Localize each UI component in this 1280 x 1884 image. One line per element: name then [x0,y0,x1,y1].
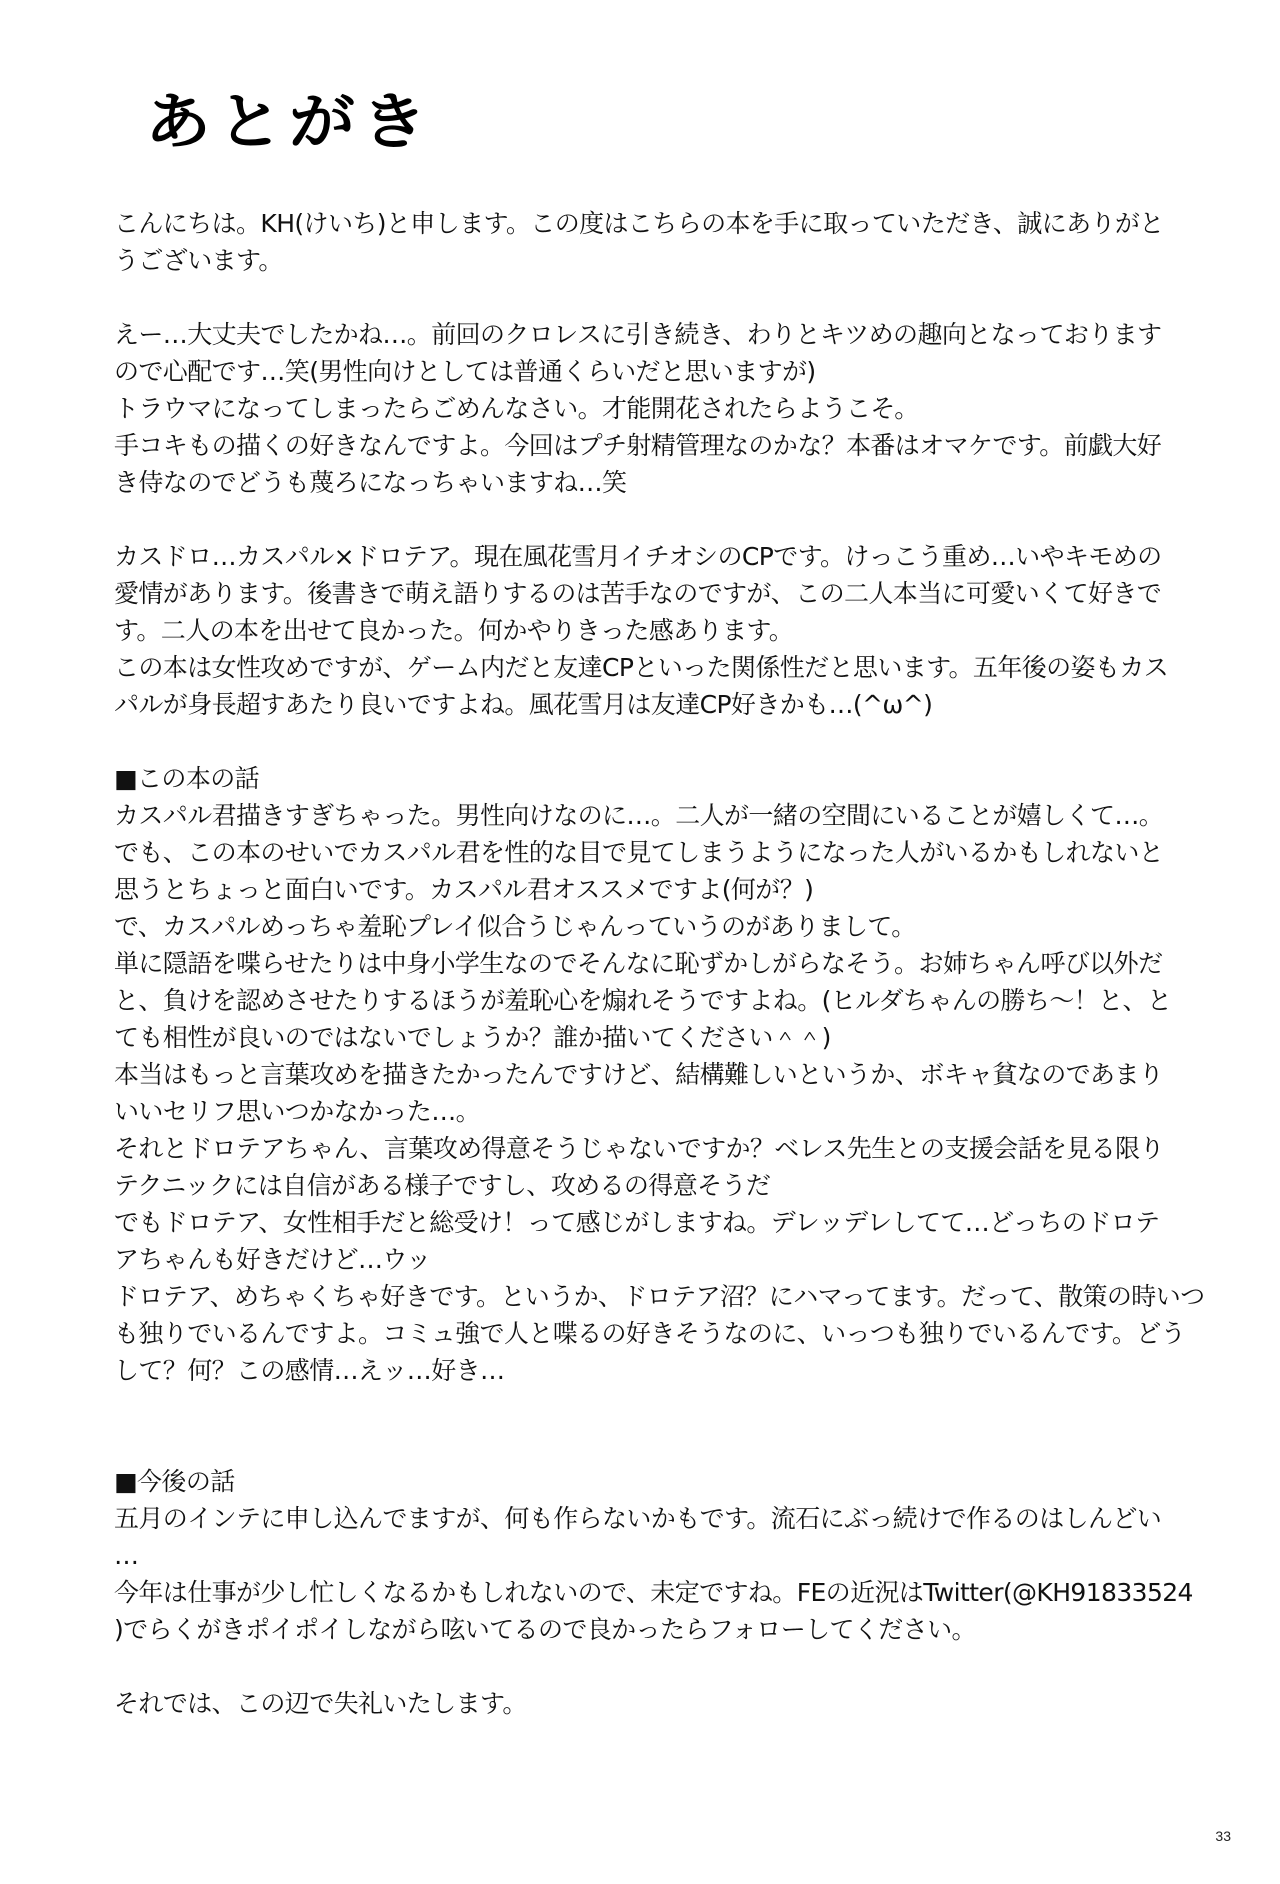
text-line: き侍なのでどうも蔑ろになっちゃいますね…笑 [114,468,627,497]
text-line: カスパル君描きすぎちゃった。男性向けなのに…。二人が一緒の空間にいることが嬉しくて…。 [114,801,1164,830]
text-line: 今年は仕事が少し忙しくなるかもしれないので、未定ですね。FEの近況はTwitter(@KH91833524 [114,1578,1193,1607]
text-line: 愛情があります。後書きで萌え語りするのは苦手なのですが、この二人本当に可愛いくて好きで [114,579,1162,608]
text-line: と、負けを認めさせたりするほうが羞恥心を煽れそうですよね。(ヒルダちゃんの勝ち～！と、と [114,986,1172,1015]
paragraph-gap [114,1648,1194,1685]
text-line: )でらくがきポイポイしながら呟いてるので良かったらフォローしてください。 [114,1615,976,1644]
text-line: でも、この本のせいでカスパル君を性的な目で見てしまうようになった人がいるかもしれないと [114,838,1164,867]
text-line: 手コキもの描くの好きなんですよ。今回はプチ射精管理なのかな？本番はオマケです。前戯大好 [114,431,1162,460]
text-line: パルが身長超すあたり良いですよね。風花雪月は友達CP好きかも…(^ω^) [114,690,933,719]
paragraph-gap [114,501,1194,538]
text-line: でもドロテア、女性相手だと総受け！って感じがしますね。デレッデレしてて…どっちのドロテ [114,1208,1160,1237]
text-line: して？何？この感情…えッ…好き… [114,1356,505,1385]
text-line: 思うとちょっと面白いです。カスパル君オススメですよ(何が？) [114,875,814,904]
text-line: で、カスパルめっちゃ羞恥プレイ似合うじゃんっていうのがありまして。 [114,912,916,941]
section-future-plans [114,1463,1194,1648]
text-line: それでは、この辺で失礼いたします。 [114,1689,527,1718]
text-line: こんにちは。KH(けいち)と申します。この度はこちらの本を手に取っていただき、誠にありがと [114,209,1164,238]
page-number: 33 [1215,1828,1231,1844]
section-heading: ■この本の話 [114,764,260,793]
section-heading: ■今後の話 [114,1467,235,1496]
text-line: それとドロテアちゃん、言葉攻め得意そうじゃないですか？ベレス先生との支援会話を見る限り [114,1134,1164,1163]
text-line: トラウマになってしまったらごめんなさい。才能開花されたらようこそ。 [114,394,919,423]
text-line: いいセリフ思いつかなかった…。 [114,1097,481,1126]
text-line: アちゃんも好きだけど…ウッ [114,1245,431,1274]
text-line: うございます。 [114,246,283,275]
section-about-book [114,760,1205,1389]
afterword-body [114,205,1205,1722]
closing-paragraph [114,1685,1194,1722]
intro-paragraph [114,205,1194,279]
paragraph-gap [114,723,1194,760]
text-line: … [114,1541,139,1570]
text-line: カスドロ…カスパル×ドロテア。現在風花雪月イチオシのCPです。けっこう重め…いやキモめの [114,542,1162,571]
text-line: ても相性が良いのではないでしょうか？誰か描いてください＾＾) [114,1023,831,1052]
text-line: 五月のインテに申し込んでますが、何も作らないかもです。流石にぶっ続けで作るのはしんどい [114,1504,1162,1533]
text-line: ので心配です…笑(男性向けとしては普通くらいだと思いますが) [114,357,816,386]
text-line: 単に隠語を喋らせたりは中身小学生なのでそんなに恥ずかしがらなそう。お姉ちゃん呼び以外だ [114,949,1163,978]
page-title: あとがき [145,86,433,158]
text-line: も独りでいるんですよ。コミュ強で人と喋るの好きそうなのに、いっつも独りでいるんです。どう [114,1319,1186,1348]
paragraph-gap [114,1389,1194,1463]
paragraph-content-warning [114,316,1194,501]
text-line: 本当はもっと言葉攻めを描きたかったんですけど、結構難しいというか、ボキャ貧なのであまり [114,1060,1164,1089]
text-line: この本は女性攻めですが、ゲーム内だと友達CPといった関係性だと思います。五年後の姿もカス [114,653,1169,682]
paragraph-gap [114,279,1194,316]
text-line: テクニックには自信がある様子ですし、攻めるの得意そうだ [114,1171,771,1200]
text-line: す。二人の本を出せて良かった。何かやりきった感あります。 [114,616,794,645]
text-line: ドロテア、めちゃくちゃ好きです。というか、ドロテア沼？にハマってます。だって、散策の時いつ [114,1282,1205,1311]
text-line: えー…大丈夫でしたかね…。前回のクロレスに引き続き、わりとキツめの趣向となっております [114,320,1162,349]
paragraph-pairing [114,538,1194,723]
